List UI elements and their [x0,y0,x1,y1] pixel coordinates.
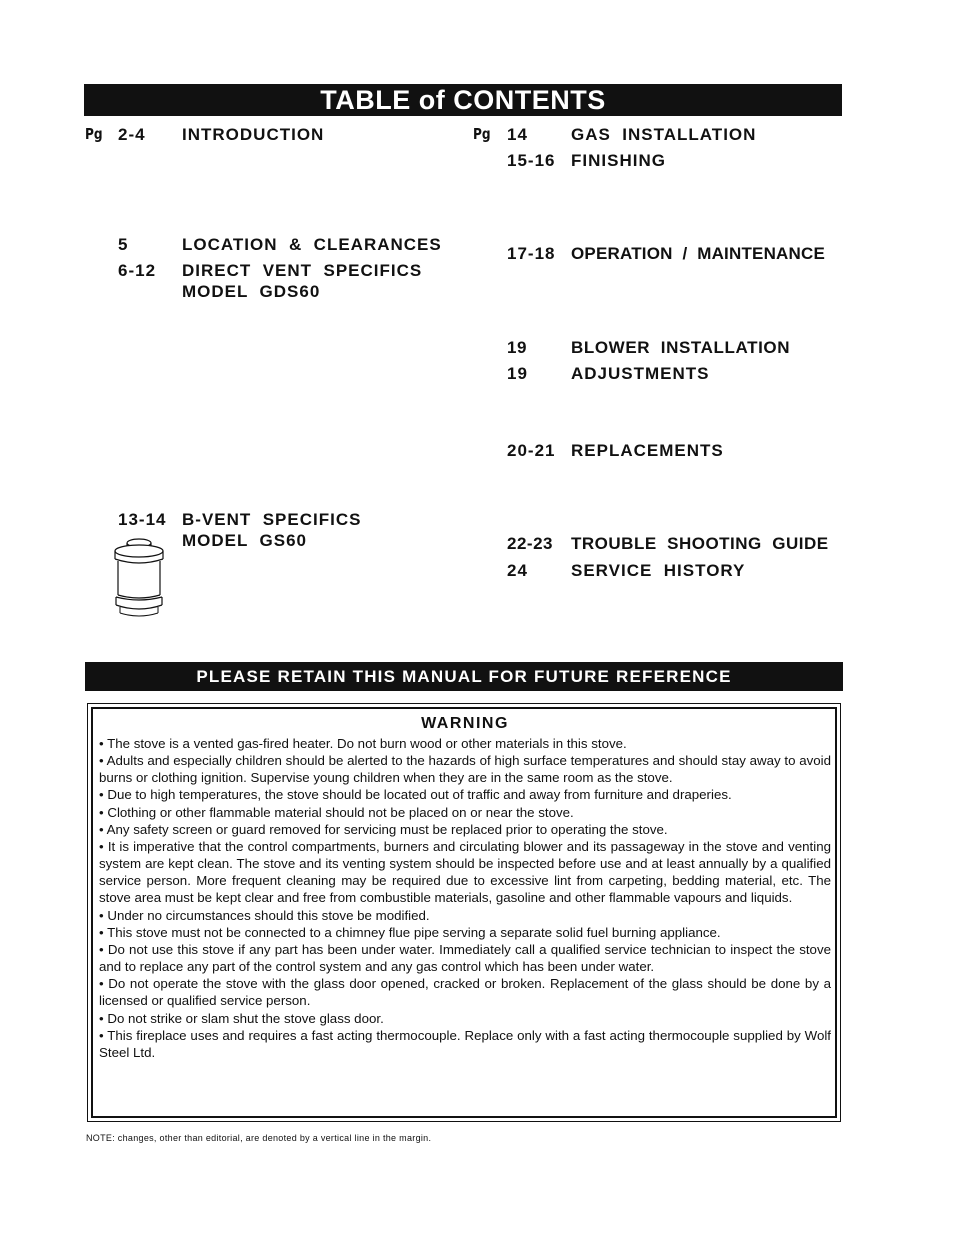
toc-title: INTRODUCTION [182,125,325,144]
toc-title: B-VENT SPECIFICS [182,510,362,529]
toc-title: LOCATION & CLEARANCES [182,235,442,254]
toc-page: 13-14 [118,510,167,529]
retain-banner: PLEASE RETAIN THIS MANUAL FOR FUTURE REFERENCE [85,662,843,691]
toc-title: GAS INSTALLATION [571,125,757,144]
toc-title: DIRECT VENT SPECIFICS [182,261,423,280]
warning-item: • Do not use this stove if any part has been under water. Immediately call a qualified service technician to inspect the stove and to replace any part of the control system and any gas control which has been under water. [99,941,831,975]
toc-page: 5 [118,235,129,254]
toc-page: 22-23 [507,534,553,553]
toc-page: 15-16 [507,151,556,170]
toc-page: 19 [507,364,528,383]
pg-label-right: Pg [473,125,491,143]
toc-page: 6-12 [118,261,157,280]
toc-page: 2-4 [118,125,146,144]
toc-title: FINISHING [571,151,666,170]
pg-label-left: Pg [85,125,103,143]
warning-item: • Adults and especially children should be alerted to the hazards of high surface temperatures and should stay away to avoid burns or clothing ignition. Supervise young children when they are in the same room as the stove. [99,753,831,786]
warning-item: • Do not strike or slam shut the stove glass door. [99,1010,384,1026]
toc-title: SERVICE HISTORY [571,561,746,580]
warning-item: • Due to high temperatures, the stove should be located out of traffic and away from furniture and draperies. [99,787,732,803]
warning-box-inner [91,707,837,1118]
toc-subtitle: MODEL GDS60 [182,282,321,301]
toc-title: BLOWER INSTALLATION [571,338,791,357]
warning-item: • Clothing or other flammable material should not be placed on or near the stove. [99,804,574,820]
toc-page: 14 [507,125,528,144]
page-title: TABLE of CONTENTS [84,84,842,116]
toc-page: 17-18 [507,244,556,263]
toc-page: 24 [507,561,528,580]
toc-page: 20-21 [507,441,556,460]
warning-item: • Any safety screen or guard removed for servicing must be replaced prior to operating the stove. [99,821,668,837]
margin-note: NOTE: changes, other than editorial, are denoted by a vertical line in the margin. [86,1133,432,1143]
warning-item: • Under no circumstances should this stove be modified. [99,907,430,923]
warning-item: • It is imperative that the control compartments, burners and circulating blower and its passageway in the stove and venting system are kept clean. The stove and its venting system should be inspected before use and at least annually by a qualified service person. More frequent cleaning may be required due to excessive lint from carpeting, bedding material, etc. The stove area must be kept clear and free from combustible materials, gasoline and other flammable vapours and liquids. [99,838,831,906]
toc-title: TROUBLE SHOOTING GUIDE [571,534,829,553]
toc-subtitle: MODEL GS60 [182,531,307,550]
toc-title: ADJUSTMENTS [571,364,710,383]
vent-pipe-icon [110,537,168,619]
warning-item: • This stove must not be connected to a chimney flue pipe serving a separate solid fuel burning appliance. [99,924,721,940]
warning-item: • This fireplace uses and requires a fast acting thermocouple. Replace only with a fast acting thermocouple supplied by Wolf Steel Ltd. [99,1027,831,1060]
warning-title: WARNING [421,715,509,732]
warning-item: • The stove is a vented gas-fired heater. Do not burn wood or other materials in this stove. [99,736,627,751]
toc-page: 19 [507,338,528,357]
warning-item: • Do not operate the stove with the glass door opened, cracked or broken. Replacement of the glass should be done by a licensed or qualified service person. [99,976,831,1009]
warning-box [87,703,841,1122]
toc-title: OPERATION / MAINTENANCE [571,244,826,263]
toc-title: REPLACEMENTS [571,441,724,460]
